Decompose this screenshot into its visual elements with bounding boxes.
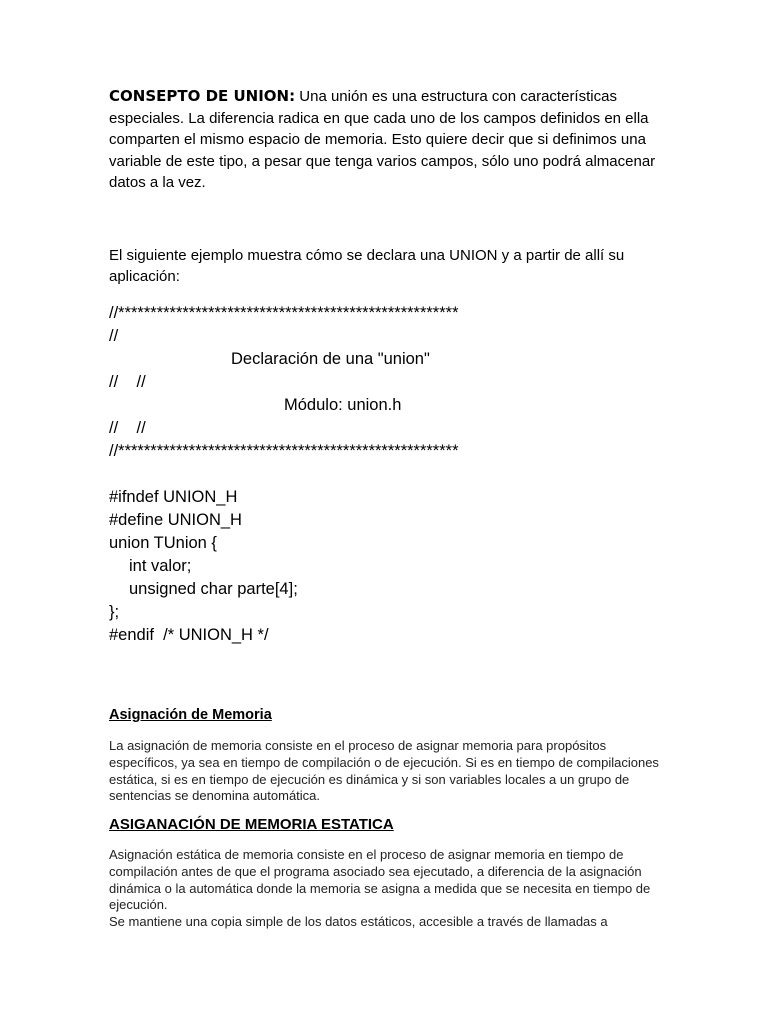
section-body-estatica-p2: Se mantiene una copia simple de los datos estáticos, accesible a través de llamadas a	[109, 914, 608, 930]
code-line: };	[109, 603, 120, 621]
intro-text: Una unión es una estructura con características especiales. La diferencia radica en que cada uno de los campos definidos en ella comparten el mismo espacio de memoria. Esto quiere decir que si definimos una variable de este tipo, a pesar que tenga varios campos, sólo uno podrá almacenar datos a la vez.	[109, 88, 656, 191]
comment-line: //	[109, 373, 119, 391]
code-line: union TUnion {	[109, 534, 217, 552]
comment-module-text: Módulo: union.h	[284, 396, 402, 414]
comment-border-top: //*****************************************************	[109, 304, 459, 322]
section-body-estatica	[109, 847, 669, 931]
comment-line-module	[109, 394, 669, 437]
example-intro-paragraph: El siguiente ejemplo muestra cómo se declara una UNION y a partir de allí su aplicación:	[109, 247, 625, 285]
section-body-asignacion: La asignación de memoria consiste en el proceso de asignar memoria para propósitos específicos, ya sea en tiempo de compilación o de ejecución. Si es en tiempo de compilaciones estática, si es en tiempo de ejecución es dinámica y si son variables locales a un grupo de sentencias se denomina automática.	[109, 738, 659, 804]
code-line: int valor;	[129, 557, 192, 575]
section-body-estatica-p1: Asignación estática de memoria consiste en el proceso de asignar memoria en tiempo de compilación antes de que el programa asociado sea ejecutado, a diferencia de la asignación dinámica o la automática donde la memoria se asigna a medida que se necesita en tiempo de ejecución.	[109, 847, 651, 913]
comment-line: //	[109, 419, 119, 437]
code-listing	[109, 486, 669, 647]
comment-slash: //	[136, 419, 146, 437]
intro-heading: CONSEPTO DE UNION:	[109, 87, 296, 105]
comment-border-bottom: //*****************************************************	[109, 442, 459, 460]
intro-paragraph	[109, 86, 669, 194]
code-comment-block	[109, 302, 669, 463]
section-title-asignacion: Asignación de Memoria	[109, 707, 272, 723]
comment-line-declaration	[109, 348, 669, 391]
code-line: #endif /* UNION_H */	[109, 626, 269, 644]
comment-slash: //	[136, 373, 146, 391]
comment-declaration-text: Declaración de una "union"	[231, 350, 430, 368]
comment-line: //	[109, 327, 119, 345]
section-title-estatica: ASIGANACIÓN DE MEMORIA ESTATICA	[109, 816, 394, 833]
code-line: #ifndef UNION_H	[109, 488, 238, 506]
code-line: #define UNION_H	[109, 511, 242, 529]
code-line: unsigned char parte[4];	[129, 580, 298, 598]
